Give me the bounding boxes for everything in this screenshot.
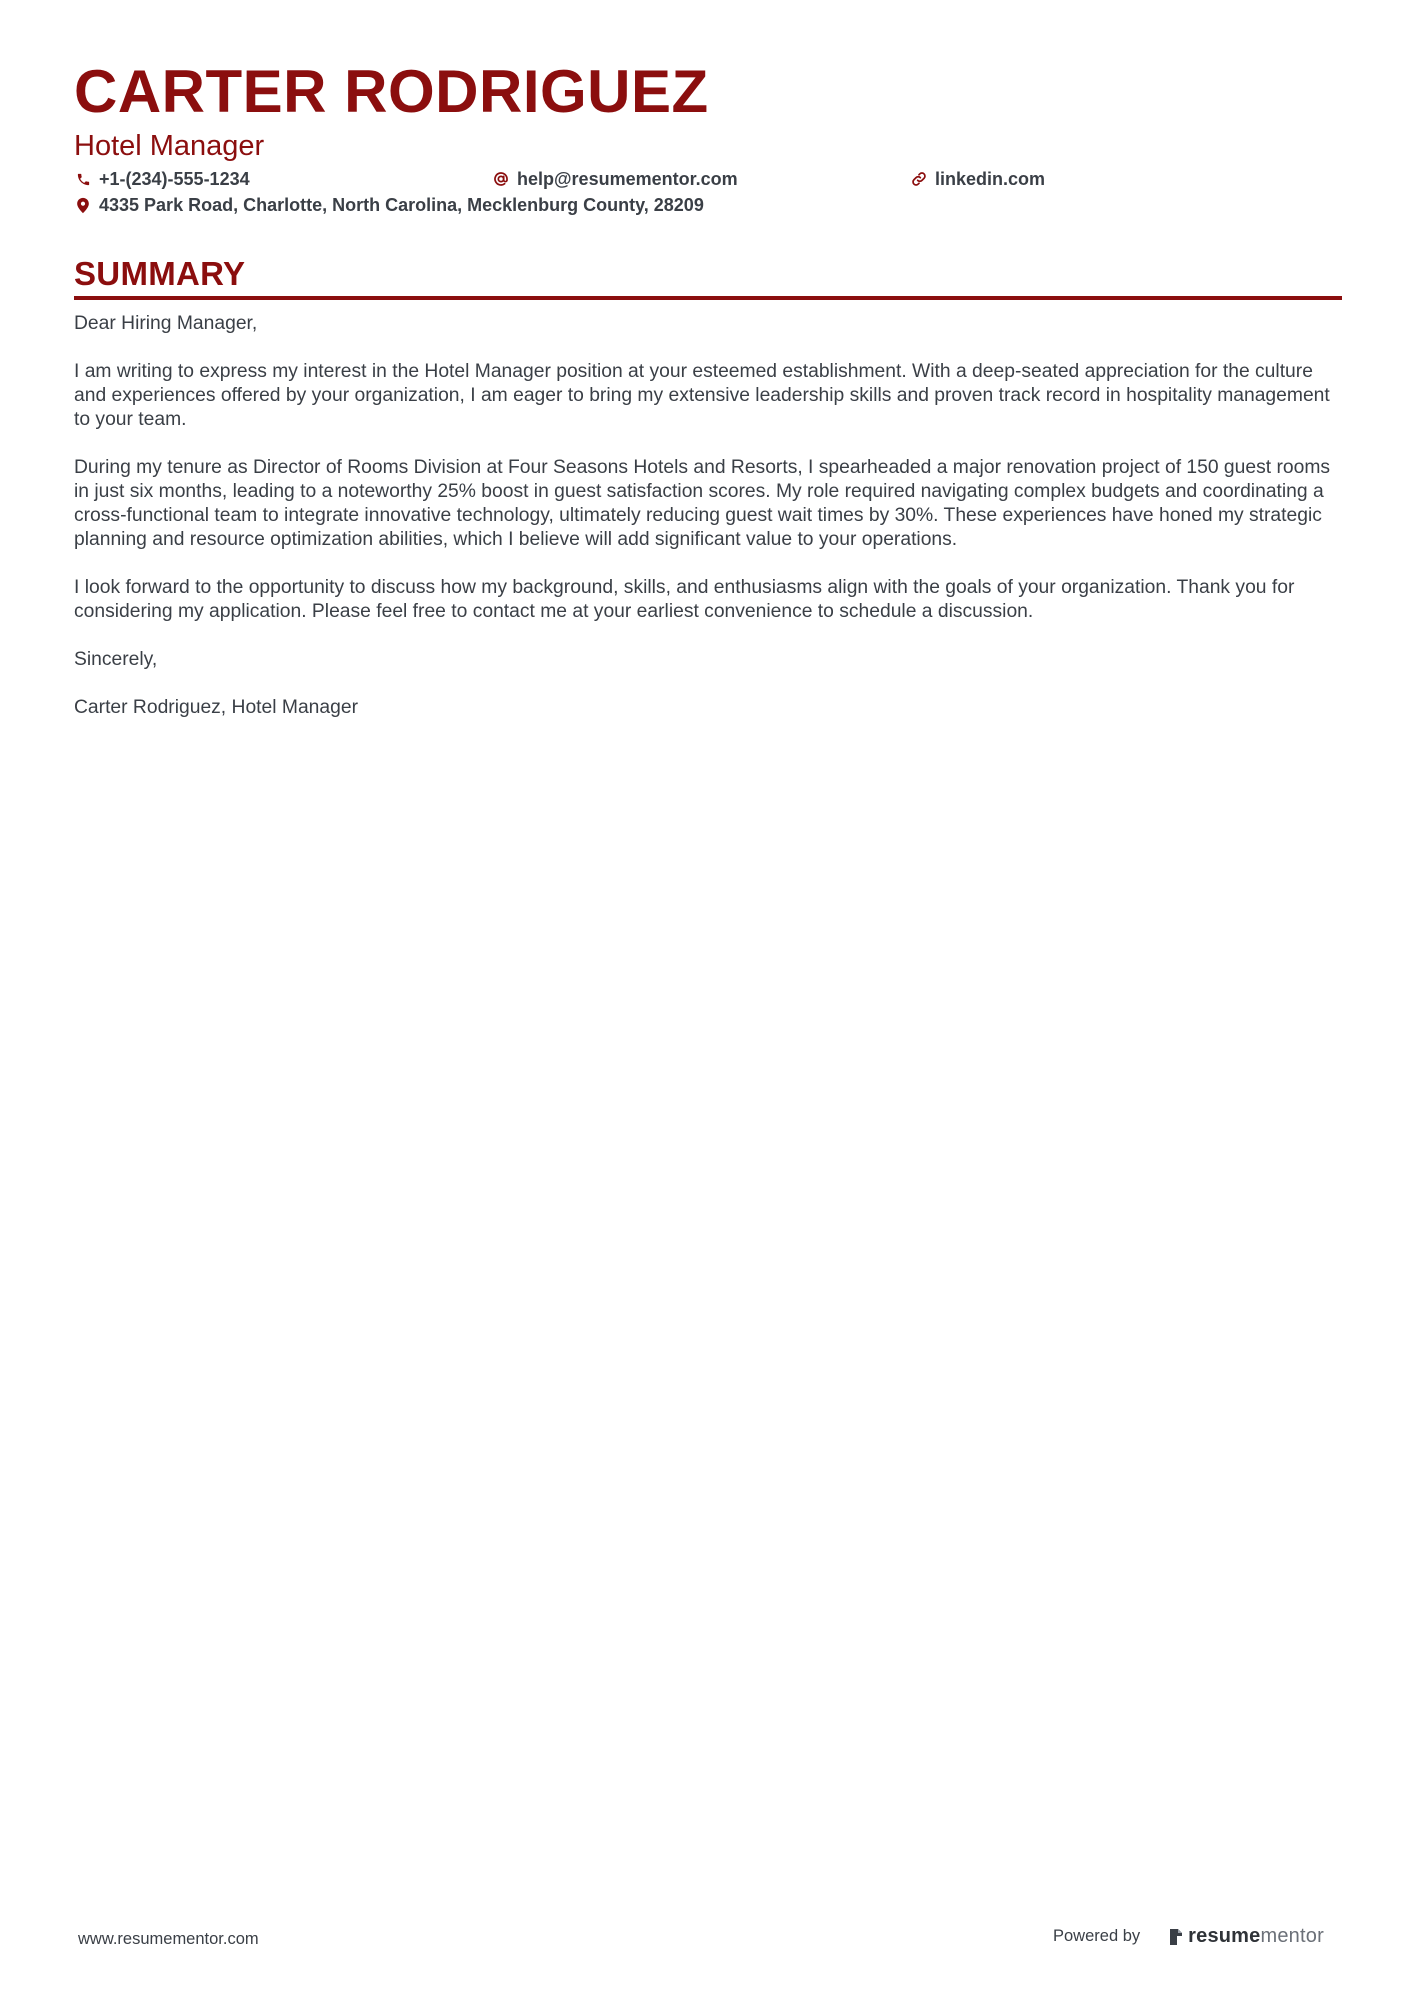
contact-address [74,195,704,216]
powered-by-label: Powered by [1053,1927,1141,1945]
contact-row-primary [74,166,1342,192]
resumementor-logo-icon [1168,1927,1184,1947]
link-icon [910,170,928,188]
contact-linkedin[interactable] [910,169,1045,190]
cover-letter-body [74,312,1342,720]
brand-logo[interactable] [1168,1925,1324,1948]
closing: Sincerely, [74,649,158,670]
letter-paragraph-1: I am writing to express my interest in the Hotel Manager position at your esteemed establishment. With a deep-seated appreciation for the culture and experiences offered by your organization, I am eager to bring my extensive leadership skills and proven track record in hospitality management to your team. [74,361,1330,430]
contact-email[interactable] [492,169,910,190]
phone-text: +1-(234)-555-1234 [99,168,250,189]
email-text: help@resumementor.com [517,168,738,189]
job-title: Hotel Manager [74,130,265,162]
section-divider [74,296,1342,300]
letter-paragraph-3: I look forward to the opportunity to discuss how my background, skills, and enthusiasms align with the goals of your organization. Thank you for considering my application. Please feel free to contact me at your earliest convenience to schedule a discussion. [74,577,1295,622]
brand-name-part2: mentor [1260,1925,1324,1947]
summary-heading: SUMMARY [74,255,246,292]
contact-phone[interactable] [74,169,492,190]
at-sign-icon [492,170,510,188]
signature: Carter Rodriguez, Hotel Manager [74,697,358,718]
resume-page [74,56,1342,744]
linkedin-text: linkedin.com [935,168,1046,189]
brand-name-part1: resume [1188,1925,1261,1947]
phone-icon [74,170,92,188]
address-text: 4335 Park Road, Charlotte, North Carolina, Mecklenburg County, 28209 [99,194,704,215]
contact-row-address [74,192,1342,218]
letter-paragraph-2: During my tenure as Director of Rooms Division at Four Seasons Hotels and Resorts, I spearheaded a major renovation project of 150 guest rooms in just six months, leading to a noteworthy 25% boost in guest satisfaction scores. My role required navigating complex budgets and coordinating a cross-functional team to integrate innovative technology, ultimately reducing guest wait times by 30%. These experiences have honed my strategic planning and resource optimization abilities, which I believe will add significant value to your operations. [74,457,1331,550]
footer-website-link[interactable]: www.resumementor.com [78,1930,259,1948]
map-pin-icon [74,196,92,214]
salutation: Dear Hiring Manager, [74,313,258,334]
candidate-name: CARTER RODRIGUEZ [74,58,709,125]
footer-branding [1053,1925,1324,1948]
